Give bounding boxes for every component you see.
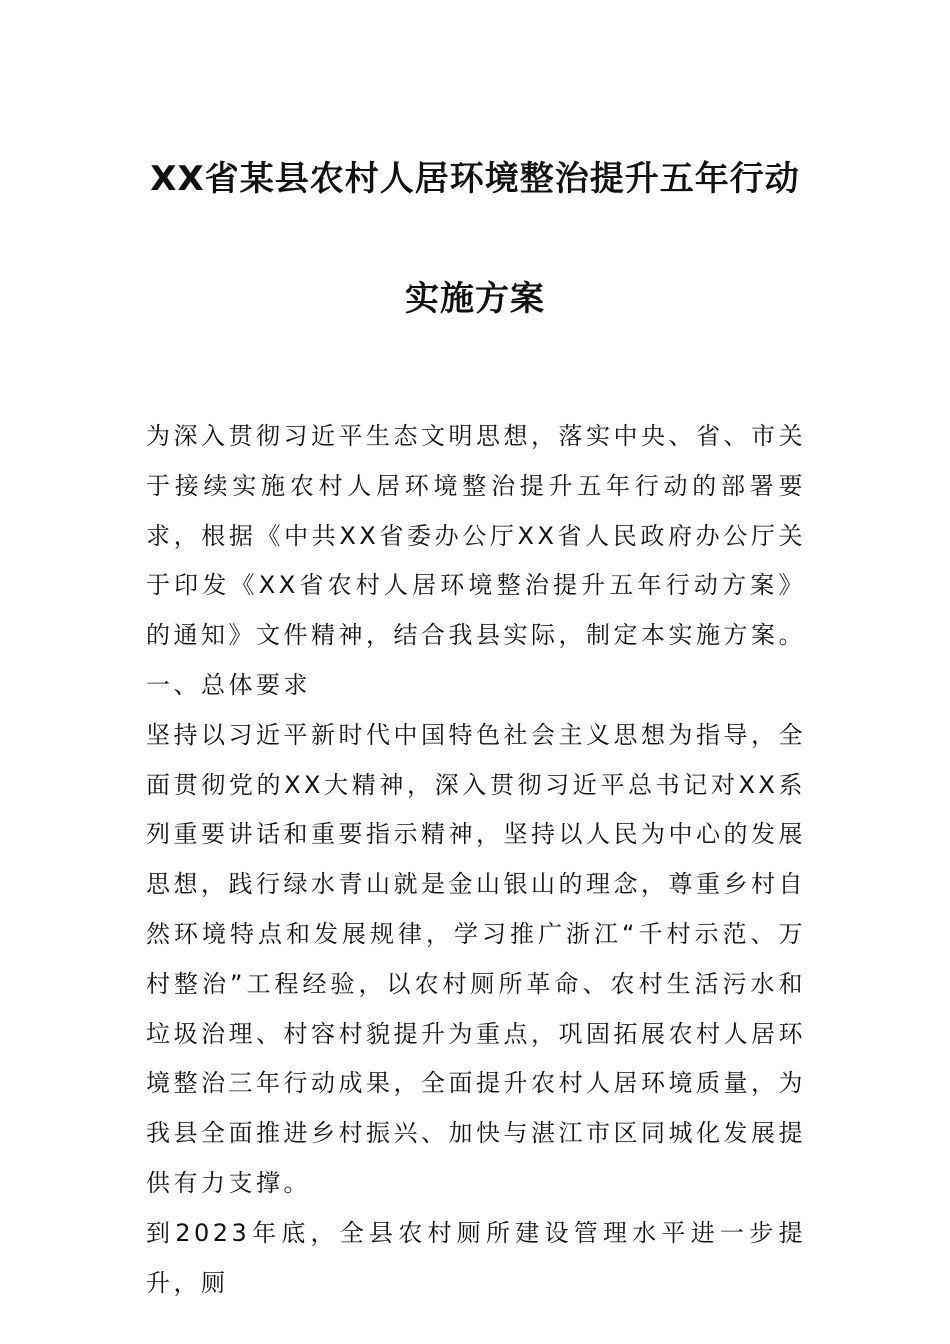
document-body [146, 412, 806, 1308]
goals-paragraph: 到2023年底，全县农村厕所建设管理水平进一步提升，厕 [146, 1218, 806, 1297]
intro-paragraph: 为深入贯彻习近平生态文明思想，落实中央、省、市关于接续实施农村人居环境整治提升五年行动的部署要求，根据《中共XX省委办公厅XX省人民政府办公厅关于印发《XX省农村人居环境整治提升五年行动方案》的通知》文件精神，结合我县实际，制定本实施方案。 [146, 422, 806, 650]
overall-requirements-paragraph: 坚持以习近平新时代中国特色社会主义思想为指导，全面贯彻党的XX大精神，深入贯彻习近平总书记对XX系列重要讲话和重要指示精神，坚持以人民为中心的发展思想，践行绿水青山就是金山银山的理念，尊重乡村自然环境特点和发展规律，学习推广浙江“千村示范、万村整治”工程经验，以农村厕所革命、农村生活污水和垃圾治理、村容村貌提升为重点，巩固拓展农村人居环境整治三年行动成果，全面提升农村人居环境质量，为我县全面推进乡村振兴、加快与湛江市区同城化发展提供有力支撑。 [146, 720, 806, 1197]
document-title-line-2: 实施方案 [405, 279, 545, 319]
section-heading-overall-requirements: 一、总体要求 [146, 670, 311, 699]
document-title-line-1: XX省某县农村人居环境整治提升五年行动 [150, 159, 800, 199]
